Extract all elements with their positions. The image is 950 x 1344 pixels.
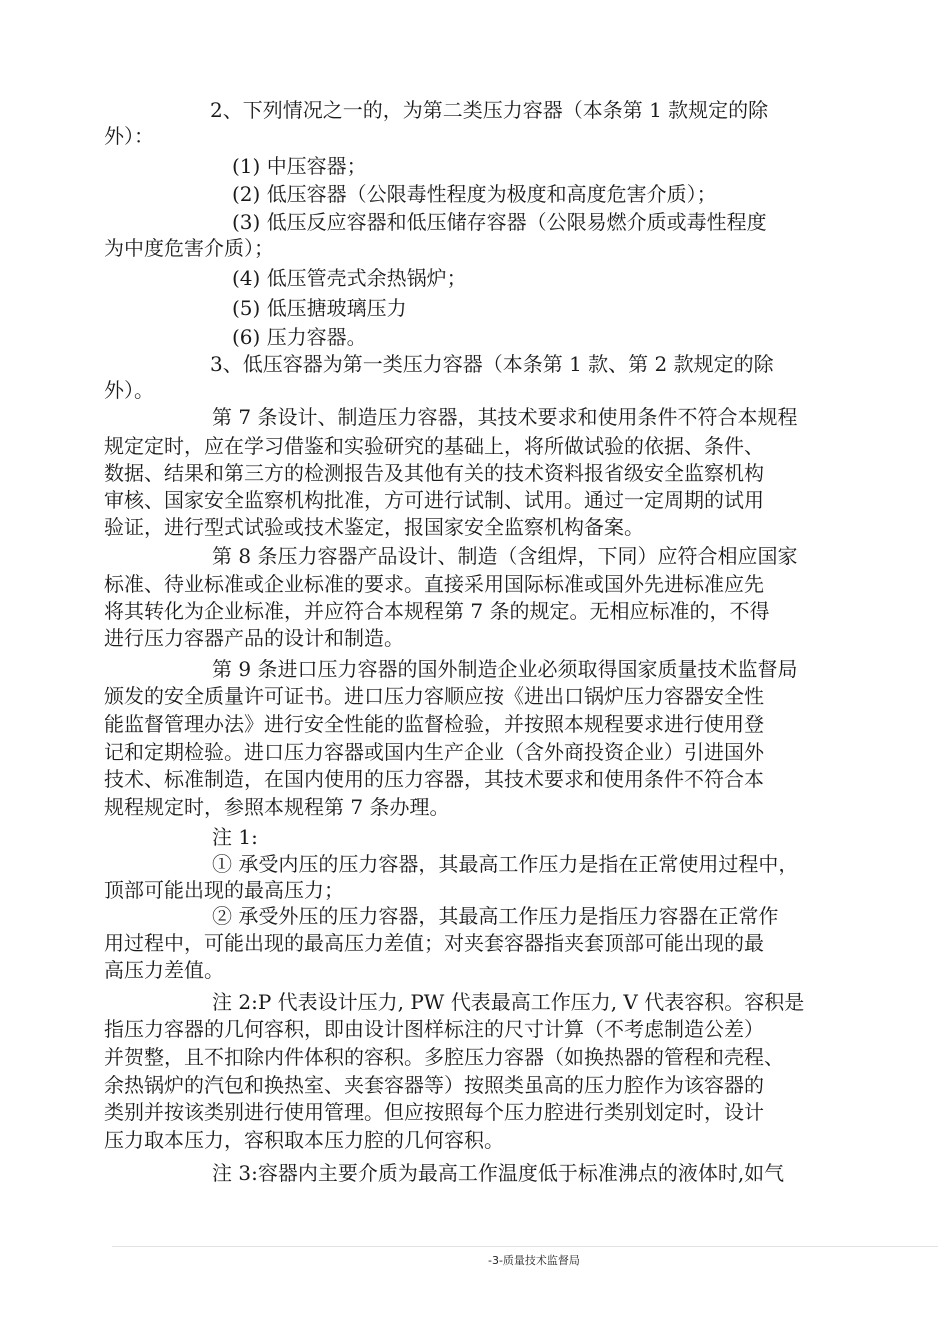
text-line: 进行压力容器产品的设计和制造。	[104, 626, 404, 650]
text-line: 数据、结果和第三方的检测报告及其他有关的技术资料报省级安全监察机构	[104, 461, 764, 485]
list-item: (4) 低压管壳式余热锅炉；	[232, 266, 467, 290]
text-line: 并贺整，且不扣除内件体积的容积。多腔压力容器（如换热器的管程和壳程、	[104, 1045, 784, 1069]
text-line: 技术、标准制造，在国内使用的压力容器，其技术要求和使用条件不符合本	[104, 767, 764, 791]
text-line: 为中度危害介质）；	[104, 236, 274, 260]
text-line: 指压力容器的几何容积，即由设计图样标注的尺寸计算（不考虑制造公差）	[104, 1017, 764, 1041]
text-line: 类别并按该类别进行使用管理。但应按照每个压力腔进行类别划定时，设计	[104, 1100, 764, 1124]
paragraph-start: 第 9 条进口压力容器的国外制造企业必须取得国家质量技术监督局	[212, 657, 798, 681]
footer-divider	[112, 1246, 938, 1247]
text-line: 用过程中，可能出现的最高压力差值；对夹套容器指夹套顶部可能出现的最	[104, 931, 764, 955]
text-line: 压力取本压力，容积取本压力腔的几何容积。	[104, 1128, 504, 1152]
note-item: ① 承受内压的压力容器，其最高工作压力是指在正常使用过程中，	[212, 852, 799, 876]
text-line: 将其转化为企业标准，并应符合本规程第 7 条的规定。无相应标准的，不得	[104, 599, 770, 623]
text-line: 外）：	[104, 124, 154, 148]
note-heading: 注 1:	[212, 825, 258, 849]
paragraph-start: 第 8 条压力容器产品设计、制造（含组焊，下同）应符合相应国家	[212, 544, 798, 568]
text-line: 颁发的安全质量许可证书。进口压力容顺应按《进出口锅炉压力容器安全性	[104, 684, 764, 708]
text-line: 2、下列情况之一的，为第二类压力容器（本条第 1 款规定的除	[210, 98, 769, 122]
list-item: (6) 压力容器。	[232, 325, 367, 349]
list-item: (3) 低压反应容器和低压储存容器（公限易燃介质或毒性程度	[232, 210, 767, 234]
paragraph-start: 第 7 条设计、制造压力容器，其技术要求和使用条件不符合本规程	[212, 405, 798, 429]
note-heading: 注 2:P 代表设计压力, PW 代表最高工作压力, V 代表容积。容积是	[212, 990, 805, 1014]
text-line: 余热锅炉的汽包和换热室、夹套容器等）按照类虽高的压力腔作为该容器的	[104, 1073, 764, 1097]
list-item: (5) 低压搪玻璃压力	[232, 296, 407, 320]
text-line: 顶部可能出现的最高压力；	[104, 878, 344, 902]
text-line: 3、低压容器为第一类压力容器（本条第 1 款、第 2 款规定的除	[210, 352, 774, 376]
page-footer: -3-质量技术监督局	[488, 1254, 580, 1267]
text-line: 外）。	[104, 378, 154, 402]
text-line: 标准、待业标准或企业标准的要求。直接采用国际标准或国外先进标准应先	[104, 572, 764, 596]
text-line: 规定定时，应在学习借鉴和实验研究的基础上，将所做试验的依据、条件、	[104, 434, 764, 458]
text-line: 审核、国家安全监察机构批准，方可进行试制、试用。通过一定周期的试用	[104, 488, 764, 512]
text-line: 记和定期检验。进口压力容器或国内生产企业（含外商投资企业）引进国外	[104, 740, 764, 764]
text-line: 高压力差值。	[104, 958, 224, 982]
note-item: ② 承受外压的压力容器，其最高工作压力是指压力容器在正常作	[212, 904, 779, 928]
list-item: (1) 中压容器；	[232, 154, 367, 178]
list-item: (2) 低压容器（公限毒性程度为极度和高度危害介质）；	[232, 182, 717, 206]
text-line: 能监督管理办法》进行安全性能的监督检验，并按照本规程要求进行使用登	[104, 712, 764, 736]
note-heading: 注 3:容器内主要介质为最高工作温度低于标准沸点的液体时,如气	[212, 1161, 785, 1185]
text-line: 验证，进行型式试验或技术鉴定，报国家安全监察机构备案。	[104, 515, 644, 539]
text-line: 规程规定时，参照本规程第 7 条办理。	[104, 795, 450, 819]
